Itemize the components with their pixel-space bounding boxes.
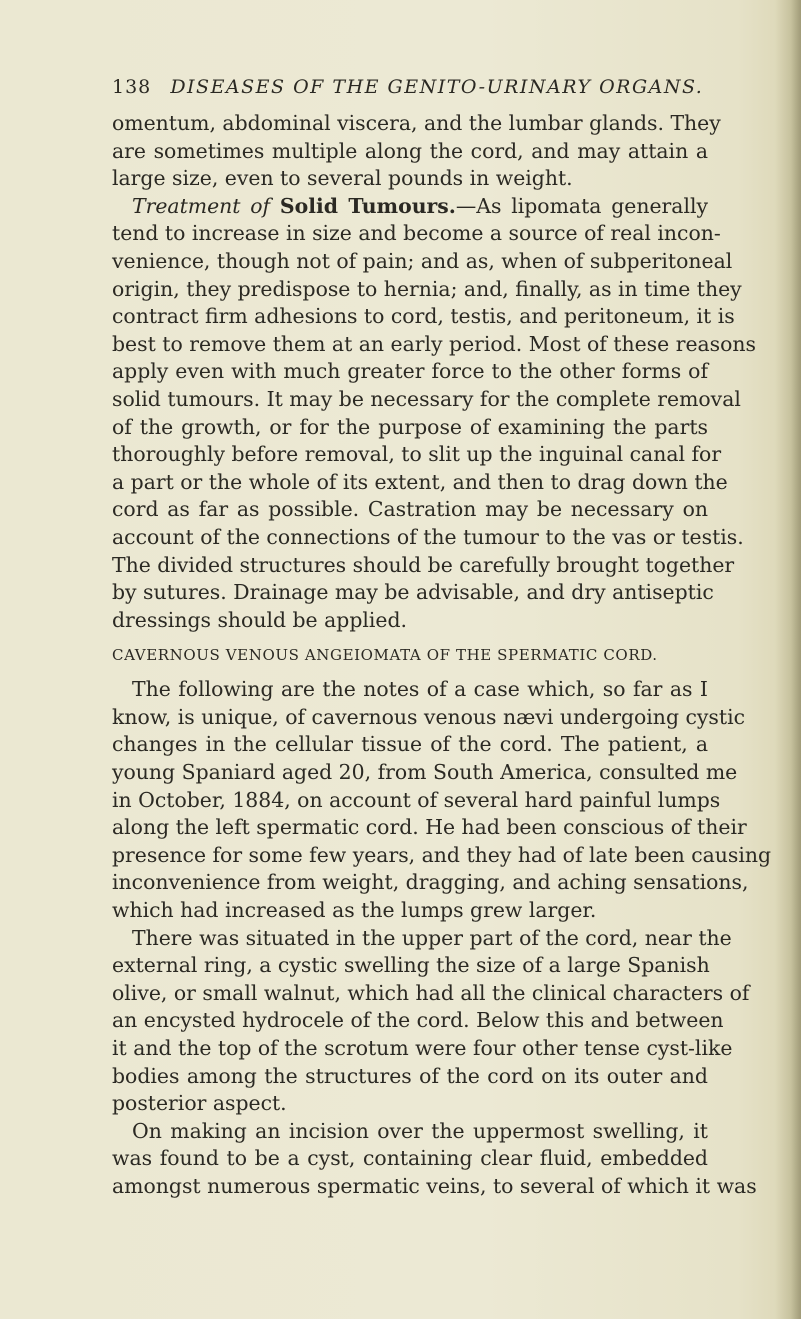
paragraph-first-line: On making an incision over the uppermost swelling, it <box>132 1118 708 1143</box>
run-in-heading-italic: Treatment of <box>132 193 271 218</box>
text-line: dressings should be applied. <box>112 607 408 632</box>
text-line: which had increased as the lumps grew larger. <box>112 898 597 923</box>
text-line: contract firm adhesions to cord, testis, and peritoneum, it is <box>112 304 735 329</box>
text-line: thoroughly before removal, to slit up the inguinal canal for <box>112 442 722 467</box>
text-line: presence for some few years, and they had of late been causing <box>112 842 772 867</box>
text-line: of the growth, or for the purpose of examining the parts <box>112 414 708 439</box>
text-line: know, is unique, of cavernous venous nævi undergoing cystic <box>112 704 746 729</box>
page-number: 138 <box>112 76 152 98</box>
text-line: a part or the whole of its extent, and then to drag down the <box>112 469 728 494</box>
running-title: DISEASES OF THE GENITO-URINARY ORGANS. <box>170 76 704 98</box>
paragraph-first-line <box>112 193 708 221</box>
text-line: account of the connections of the tumour to the vas or testis. <box>112 524 744 549</box>
text-line: olive, or small walnut, which had all the clinical characters of <box>112 980 750 1005</box>
text-line: solid tumours. It may be necessary for the complete removal <box>112 386 741 411</box>
text-line: external ring, a cystic swelling the size of a large Spanish <box>112 953 710 978</box>
running-header <box>112 76 712 98</box>
text-line: by sutures. Drainage may be advisable, and dry antiseptic <box>112 580 714 605</box>
text-run: —As lipomata generally <box>455 193 709 218</box>
text-line: tend to increase in size and become a source of real incon- <box>112 221 721 246</box>
page-edge-shadow <box>775 0 801 1319</box>
paragraph-first-line: There was situated in the upper part of the cord, near the <box>132 925 732 950</box>
text-line: large size, even to several pounds in weight. <box>112 166 573 191</box>
text-line: an encysted hydrocele of the cord. Below this and between <box>112 1008 724 1033</box>
text-line: apply even with much greater force to the other forms of <box>112 359 708 384</box>
text-line: inconvenience from weight, dragging, and aching sensations, <box>112 870 749 895</box>
text-line: along the left spermatic cord. He had been conscious of their <box>112 815 747 840</box>
text-line: young Spaniard aged 20, from South America, consulted me <box>112 760 738 785</box>
text-line: best to remove them at an early period. Most of these reasons <box>112 331 757 356</box>
text-line: The divided structures should be carefully brought together <box>112 552 735 577</box>
paragraph-first-line: The following are the notes of a case which, so far as I <box>132 677 708 702</box>
text-line: omentum, abdominal viscera, and the lumbar glands. They <box>112 111 721 135</box>
text-line: venience, though not of pain; and as, when of subperitoneal <box>112 248 733 273</box>
page-body <box>112 110 772 1201</box>
text-line: amongst numerous spermatic veins, to several of which it was <box>112 1173 757 1198</box>
text-line: cord as far as possible. Castration may be necessary on <box>112 497 708 522</box>
text-line: in October, 1884, on account of several hard painful lumps <box>112 787 721 812</box>
text-line: was found to be a cyst, containing clear fluid, embedded <box>112 1146 708 1171</box>
text-line: origin, they predispose to hernia; and, finally, as in time they <box>112 276 742 301</box>
text-line: bodies among the structures of the cord on its outer and <box>112 1063 708 1088</box>
run-in-heading-bold: Solid Tumours. <box>279 193 456 218</box>
section-heading: CAVERNOUS VENOUS ANGEIOMATA OF THE SPERMATIC CORD. <box>112 646 658 665</box>
text-line: changes in the cellular tissue of the cord. The patient, a <box>112 732 708 757</box>
text-line: it and the top of the scrotum were four other tense cyst-like <box>112 1036 733 1060</box>
text-line: posterior aspect. <box>112 1091 287 1116</box>
text-line: are sometimes multiple along the cord, and may attain a <box>112 138 708 163</box>
